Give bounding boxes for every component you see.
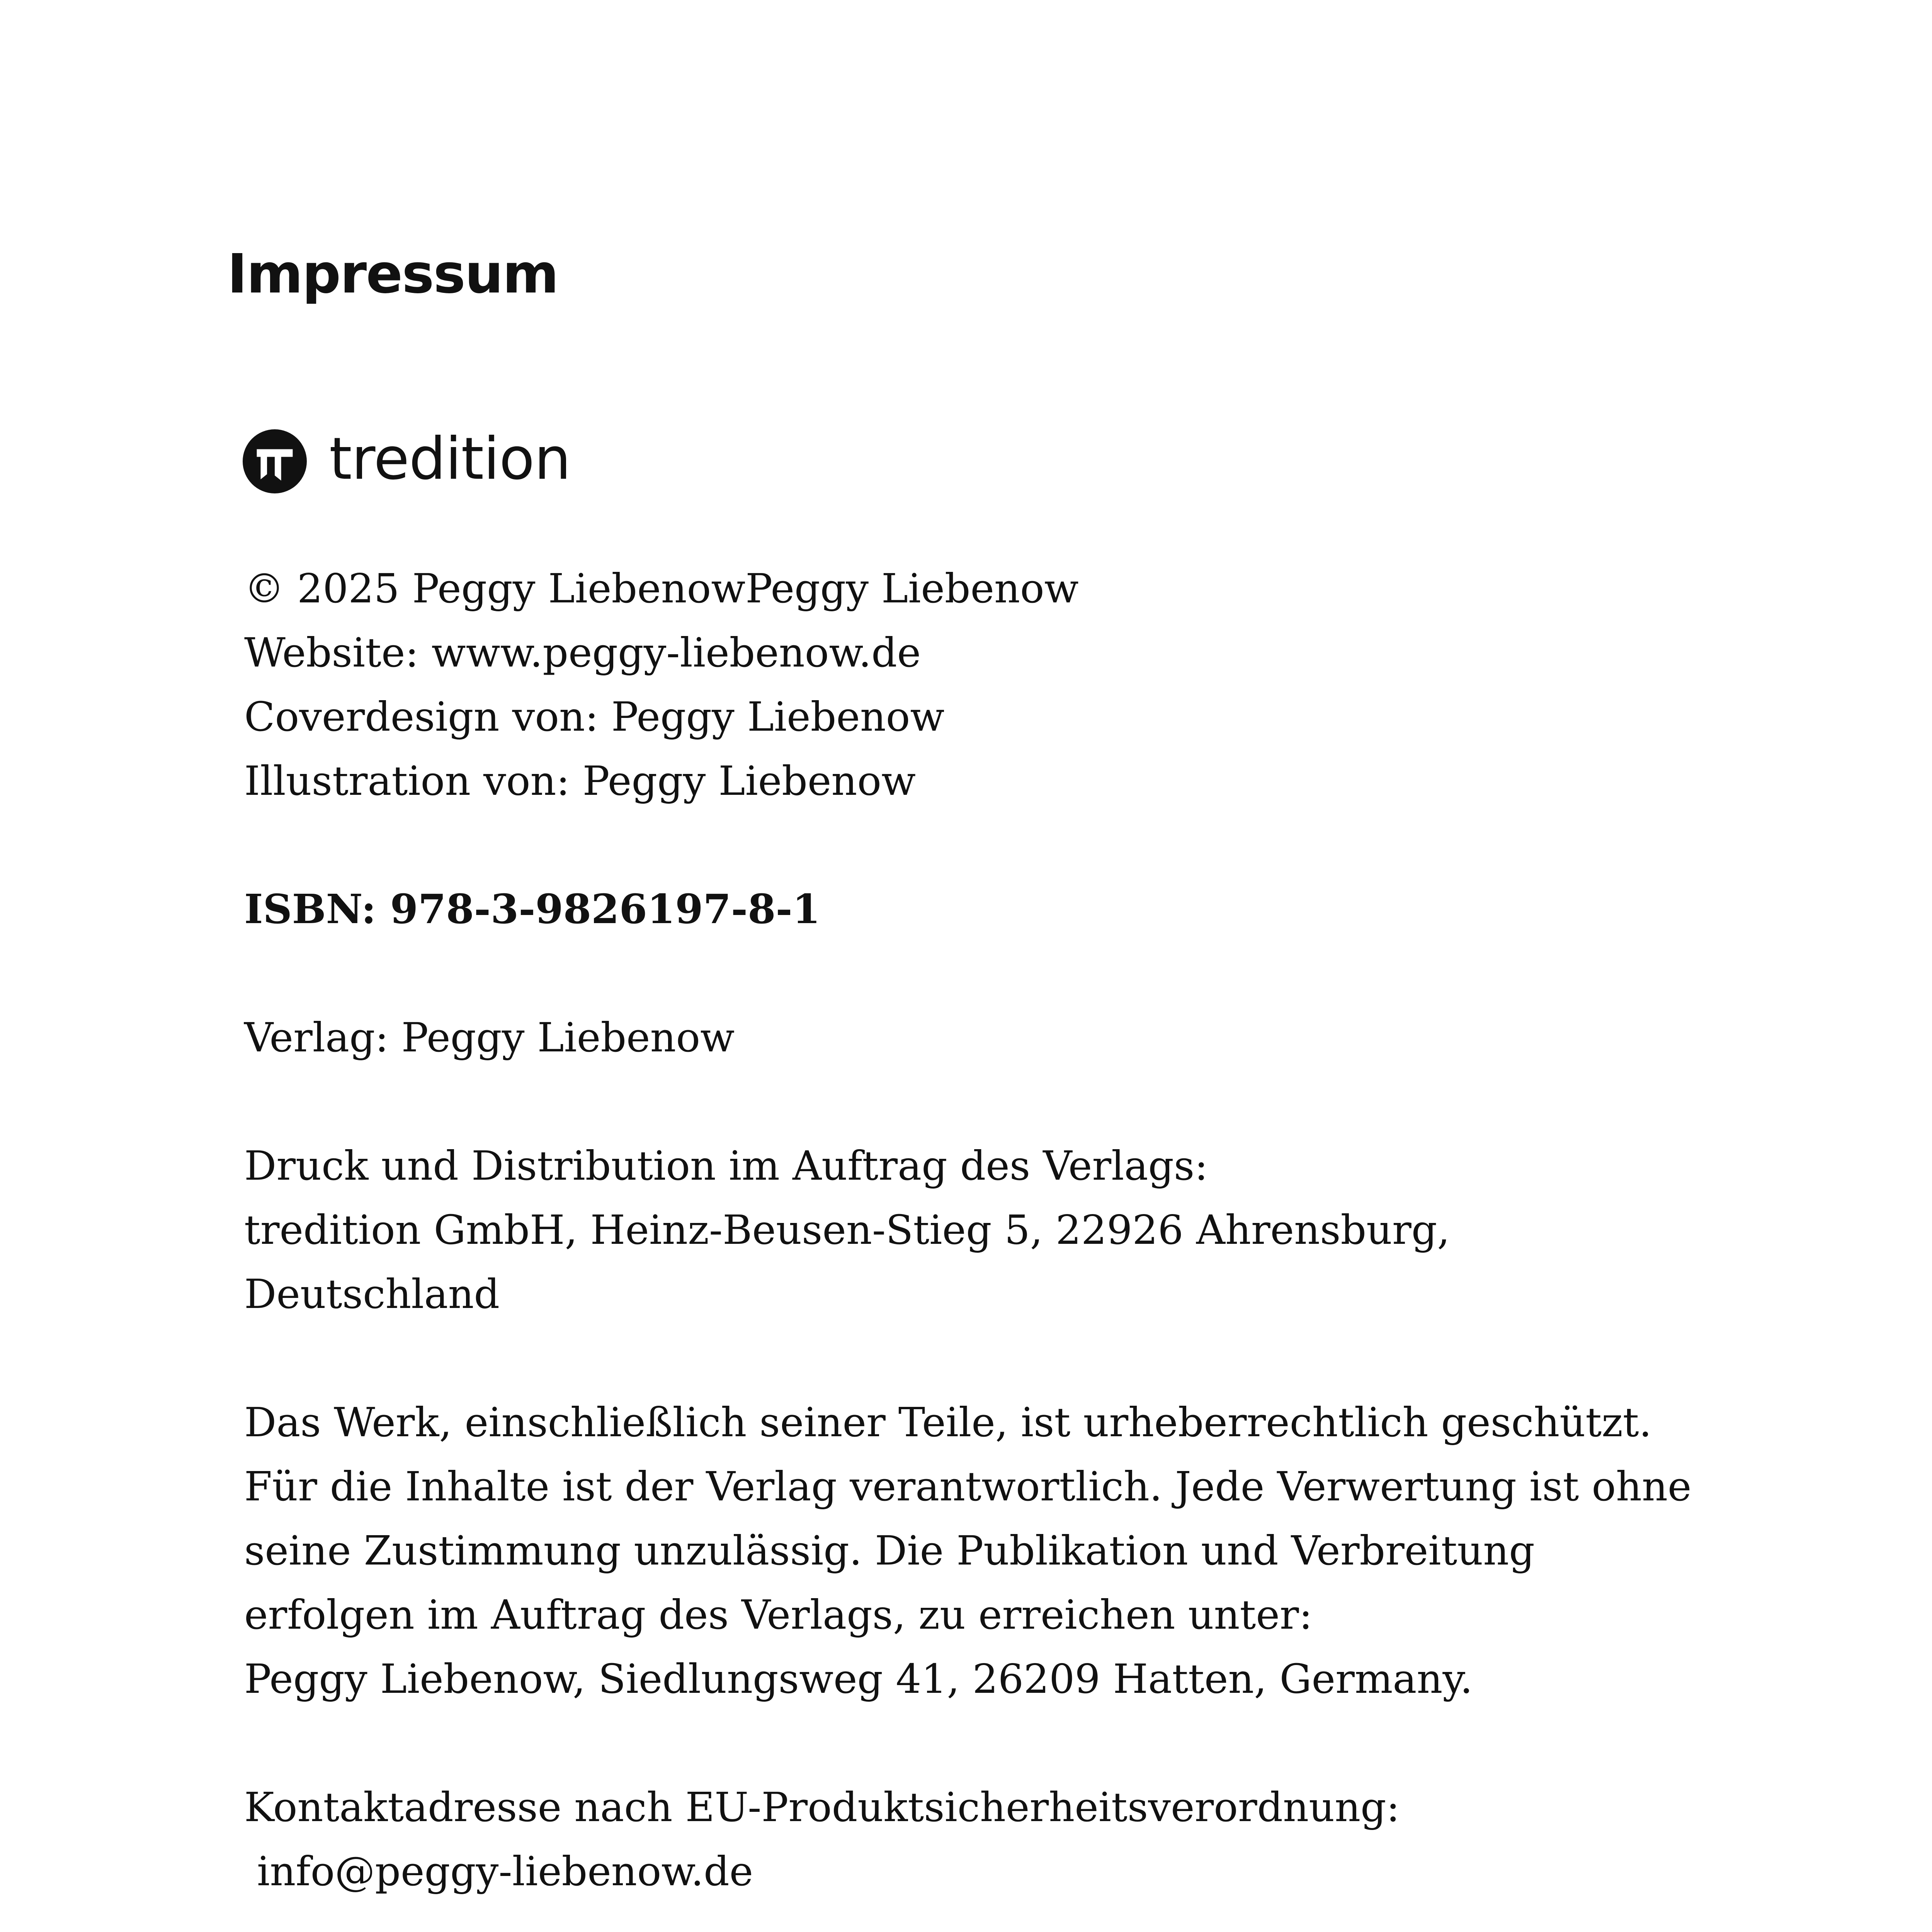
cover-design-line: Coverdesign von: Peggy Liebenow: [244, 693, 945, 740]
isbn-line: ISBN: 978-3-9826197-8-1: [244, 885, 820, 933]
spacer: [244, 1903, 1790, 1932]
rights-line: erfolgen im Auftrag des Verlags, zu erreichen unter:: [244, 1591, 1313, 1638]
contact-email: info@peggy-liebenow.de: [244, 1848, 753, 1895]
printing-line: Druck und Distribution im Auftrag des Verlags:: [244, 1142, 1208, 1189]
rights-line: Peggy Liebenow, Siedlungsweg 41, 26209 Hatten, Germany.: [244, 1655, 1473, 1702]
rights-line: seine Zustimmung unzulässig. Die Publikation und Verbreitung: [244, 1527, 1535, 1574]
copyright-line: © 2025 Peggy LiebenowPeggy Liebenow: [244, 565, 1079, 612]
rights-line: Für die Inhalte ist der Verlag verantwortlich. Jede Verwertung ist ohne: [244, 1463, 1692, 1510]
spacer: [244, 813, 1790, 877]
tredition-logo: [243, 425, 571, 495]
printing-line: Deutschland: [244, 1270, 500, 1318]
website-line: Website: www.peggy-liebenow.de: [244, 629, 921, 676]
spacer: [244, 941, 1790, 1005]
imprint-content: [244, 556, 1790, 1932]
page-title: Impressum: [227, 243, 558, 306]
publisher-line: Verlag: Peggy Liebenow: [244, 1014, 735, 1061]
tredition-logo-icon: [243, 429, 307, 493]
spacer: [244, 1326, 1790, 1390]
illustration-line: Illustration von: Peggy Liebenow: [244, 757, 916, 804]
rights-line: Das Werk, einschließlich seiner Teile, ist urheberrechtlich geschützt.: [244, 1399, 1652, 1446]
contact-line: Kontaktadresse nach EU-Produktsicherheitsverordnung:: [244, 1784, 1400, 1831]
spacer: [244, 1070, 1790, 1134]
spacer: [244, 1711, 1790, 1775]
printing-line: tredition GmbH, Heinz-Beusen-Stieg 5, 22926 Ahrensburg,: [244, 1206, 1450, 1253]
tredition-logo-text: tredition: [329, 425, 571, 493]
